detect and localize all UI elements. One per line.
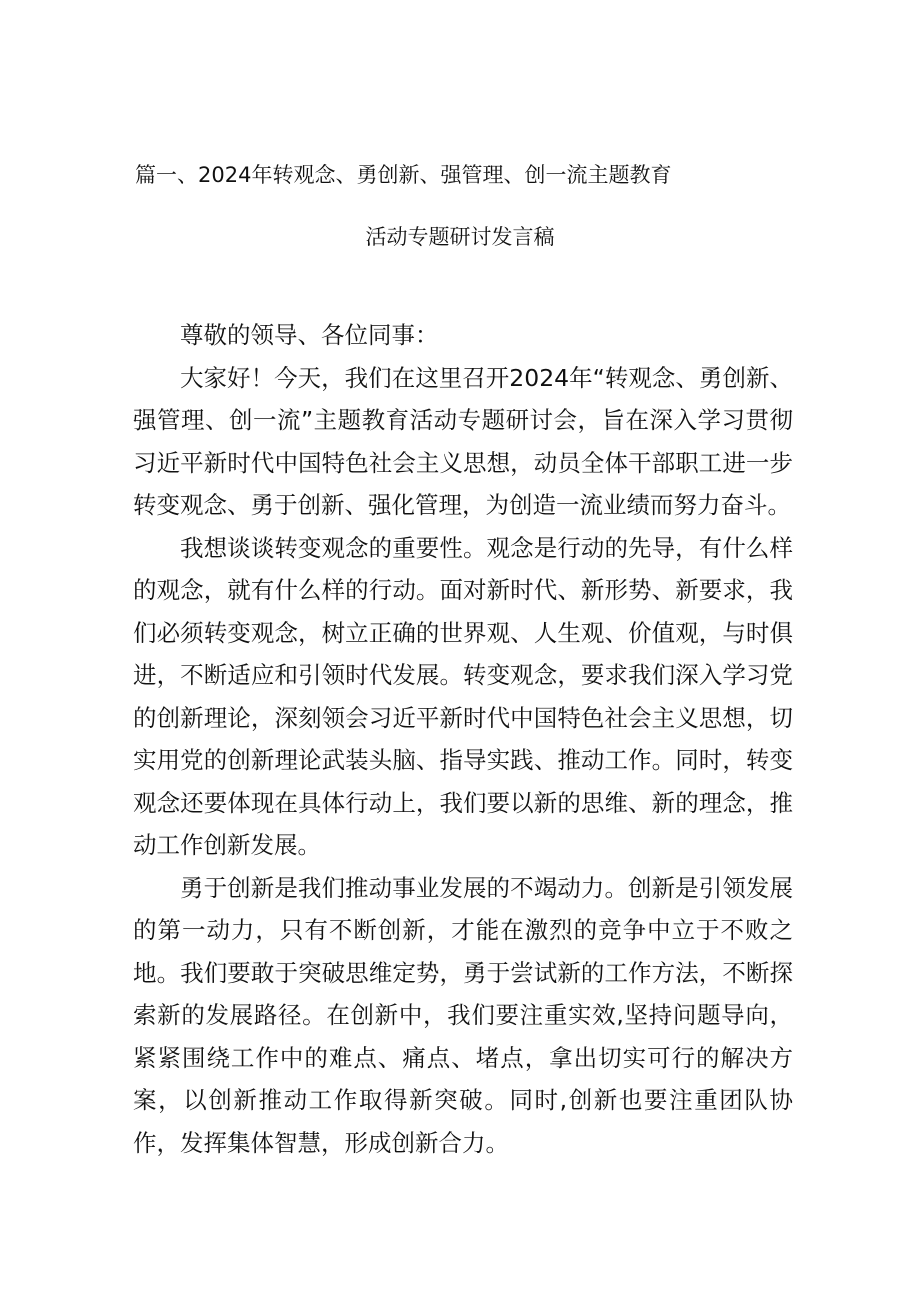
paragraph-1: 大家好！今天，我们在这里召开2024年“转观念、勇创新、强管理、创一流”主题教育活动专题研讨会，旨在深入学习贯彻习近平新时代中国特色社会主义思想，动员全体干部职工进一步转变观念、勇于创新、强化管理，为创造一流业绩而努力奋斗。 xyxy=(133,363,793,519)
document-body xyxy=(133,314,793,1164)
paragraph-2: 我想谈谈转变观念的重要性。观念是行动的先导，有什么样的观念，就有什么样的行动。面对新时代、新形势、新要求，我们必须转变观念，树立正确的世界观、人生观、价值观，与时俱进，不断适应和引领时代发展。转变观念，要求我们深入学习党的创新理论，深刻领会习近平新时代中国特色社会主义思想，切实用党的创新理论武装头脑、指导实践、推动工作。同时，转变观念还要体现在具体行动上，我们要以新的思维、新的理念，推动工作创新发展。 xyxy=(133,533,793,859)
greeting: 尊敬的领导、各位同事： xyxy=(180,321,439,349)
document-title-line-2: 活动专题研讨发言稿 xyxy=(365,225,555,249)
document-title-line-1: 篇一、2024年转观念、勇创新、强管理、创一流主题教育 xyxy=(135,163,672,187)
paragraph-3: 勇于创新是我们推动事业发展的不竭动力。创新是引领发展的第一动力，只有不断创新，才能在激烈的竞争中立于不败之地。我们要敢于突破思维定势，勇于尝试新的工作方法，不断探索新的发展路径。在创新中，我们要注重实效,坚持问题导向，紧紧围绕工作中的难点、痛点、堵点，拿出切实可行的解决方案，以创新推动工作取得新突破。同时,创新也要注重团队协作，发挥集体智慧，形成创新合力。 xyxy=(133,873,793,1157)
